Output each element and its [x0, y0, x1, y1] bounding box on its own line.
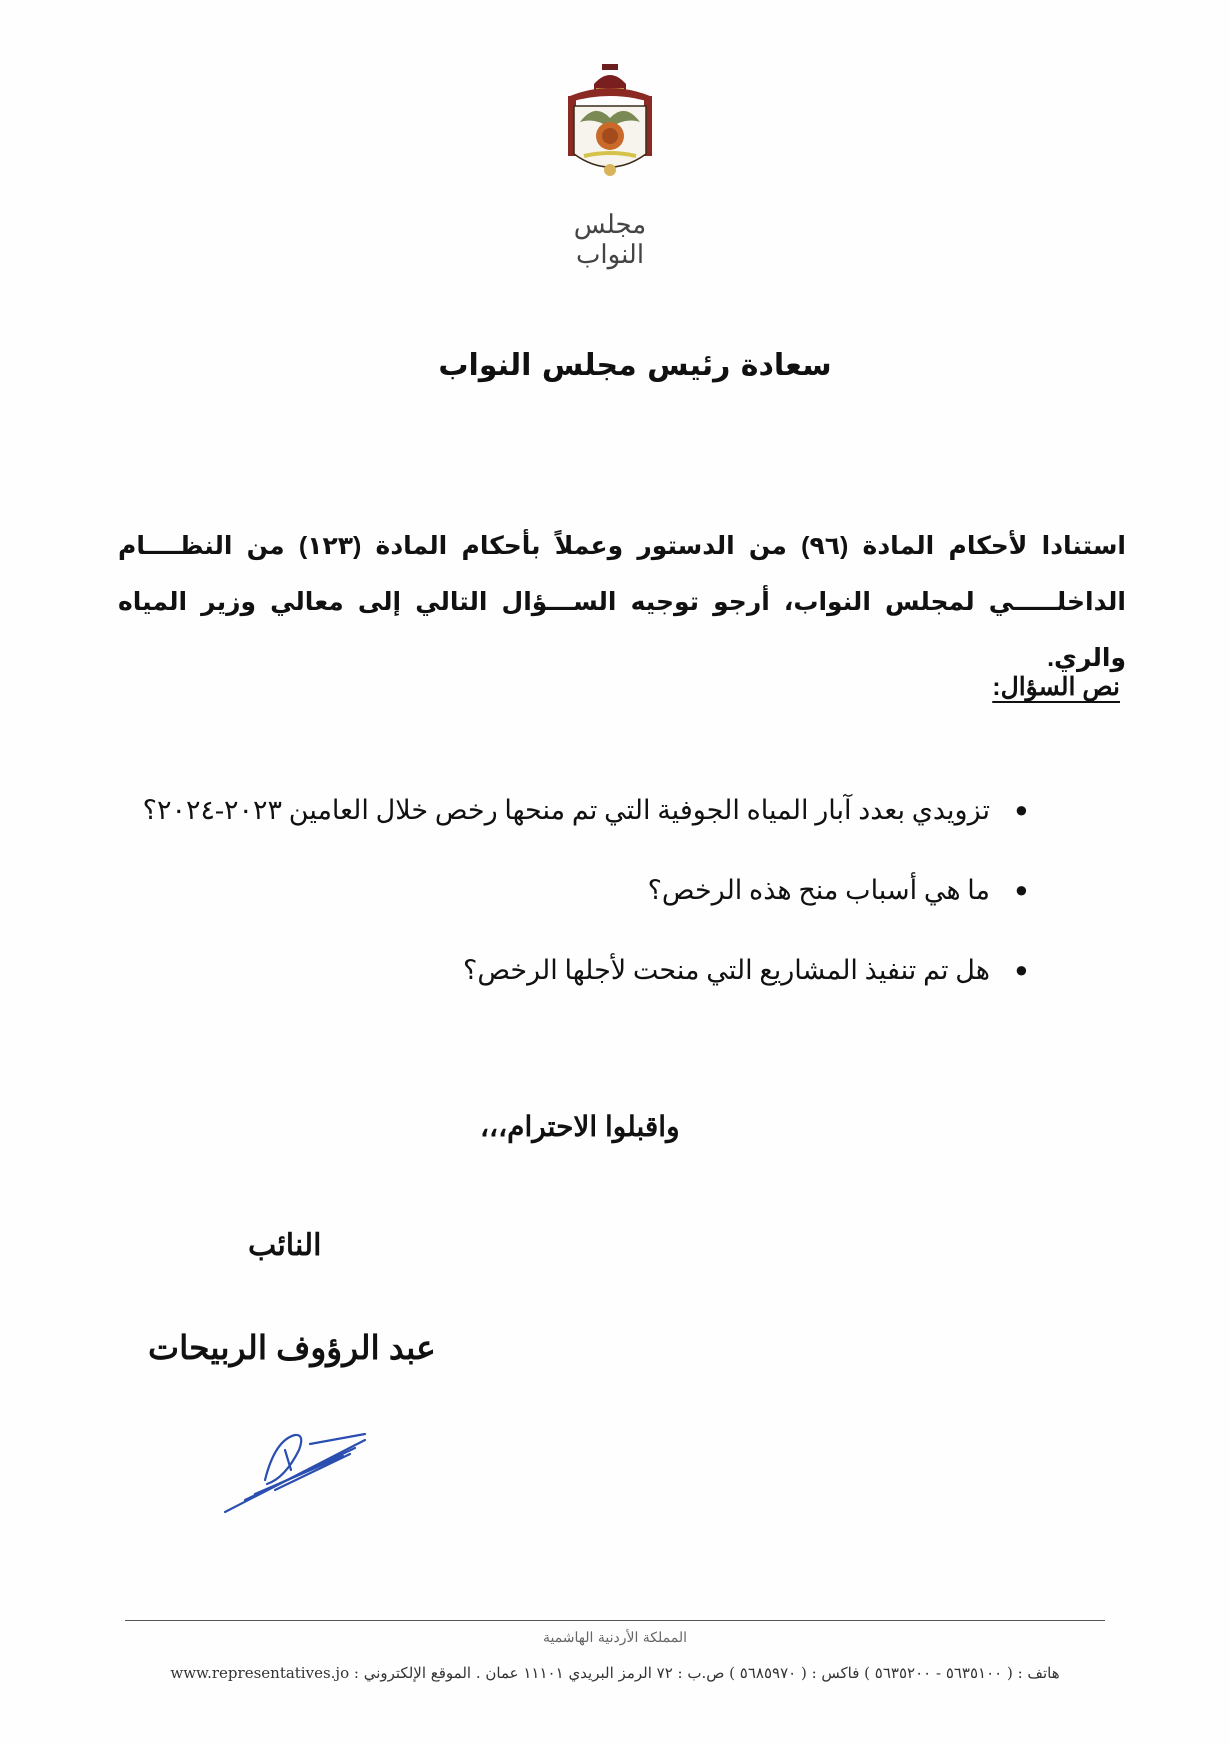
- signatory-name: عبد الرؤوف الربيحات: [148, 1329, 436, 1366]
- question-list: [110, 770, 1028, 1010]
- handwritten-signature-icon: [215, 1420, 375, 1520]
- question-text: تزويدي بعدد آبار المياه الجوفية التي تم منحها رخص خلال العامين ٢٠٢٣-٢٠٢٤؟: [142, 795, 990, 825]
- question-text: ما هي أسباب منح هذه الرخص؟: [647, 875, 990, 905]
- footer-kingdom-name: المملكة الأردنية الهاشمية: [542, 1630, 688, 1646]
- closing-salutation: واقبلوا الاحترام،،،: [480, 1111, 680, 1142]
- bullet-icon: ●: [1014, 797, 1028, 822]
- footer-divider: [125, 1620, 1105, 1621]
- council-name: مجلس النواب: [573, 210, 647, 270]
- signatory-title: النائب: [248, 1229, 322, 1262]
- question-item: [110, 930, 1028, 1010]
- footer-website-link[interactable]: www.representatives.jo: [170, 1664, 350, 1682]
- addressee-heading: سعادة رئيس مجلس النواب: [438, 348, 832, 383]
- question-item: [110, 850, 1028, 930]
- question-item: [110, 770, 1028, 850]
- jordan-coat-of-arms-icon: [560, 62, 660, 192]
- footer-contact: [150, 1664, 1080, 1682]
- question-label: نص السؤال:: [992, 673, 1120, 701]
- body-paragraph: استنادا لأحكام المادة (٩٦) من الدستور وعملاً بأحكام المادة (١٢٣) من النظــــام الداخلـــــي لمجلس النواب، أرجو توجيه الســـؤال التالي إلى معالي وزير المياه والري.: [118, 532, 1126, 672]
- question-text: هل تم تنفيذ المشاريع التي منحت لأجلها الرخص؟: [463, 955, 990, 985]
- bullet-icon: ●: [1014, 957, 1028, 982]
- footer-contact-details: هاتف : ( ٥٦٣٥١٠٠ - ٥٦٣٥٢٠٠ ) فاكس : ( ٥٦٨٥٩٧٠ ) ص.ب : ٧٢ الرمز البريدي ١١١٠١ عمان . الموقع الإلكتروني :: [353, 1664, 1060, 1682]
- bullet-icon: ●: [1014, 877, 1028, 902]
